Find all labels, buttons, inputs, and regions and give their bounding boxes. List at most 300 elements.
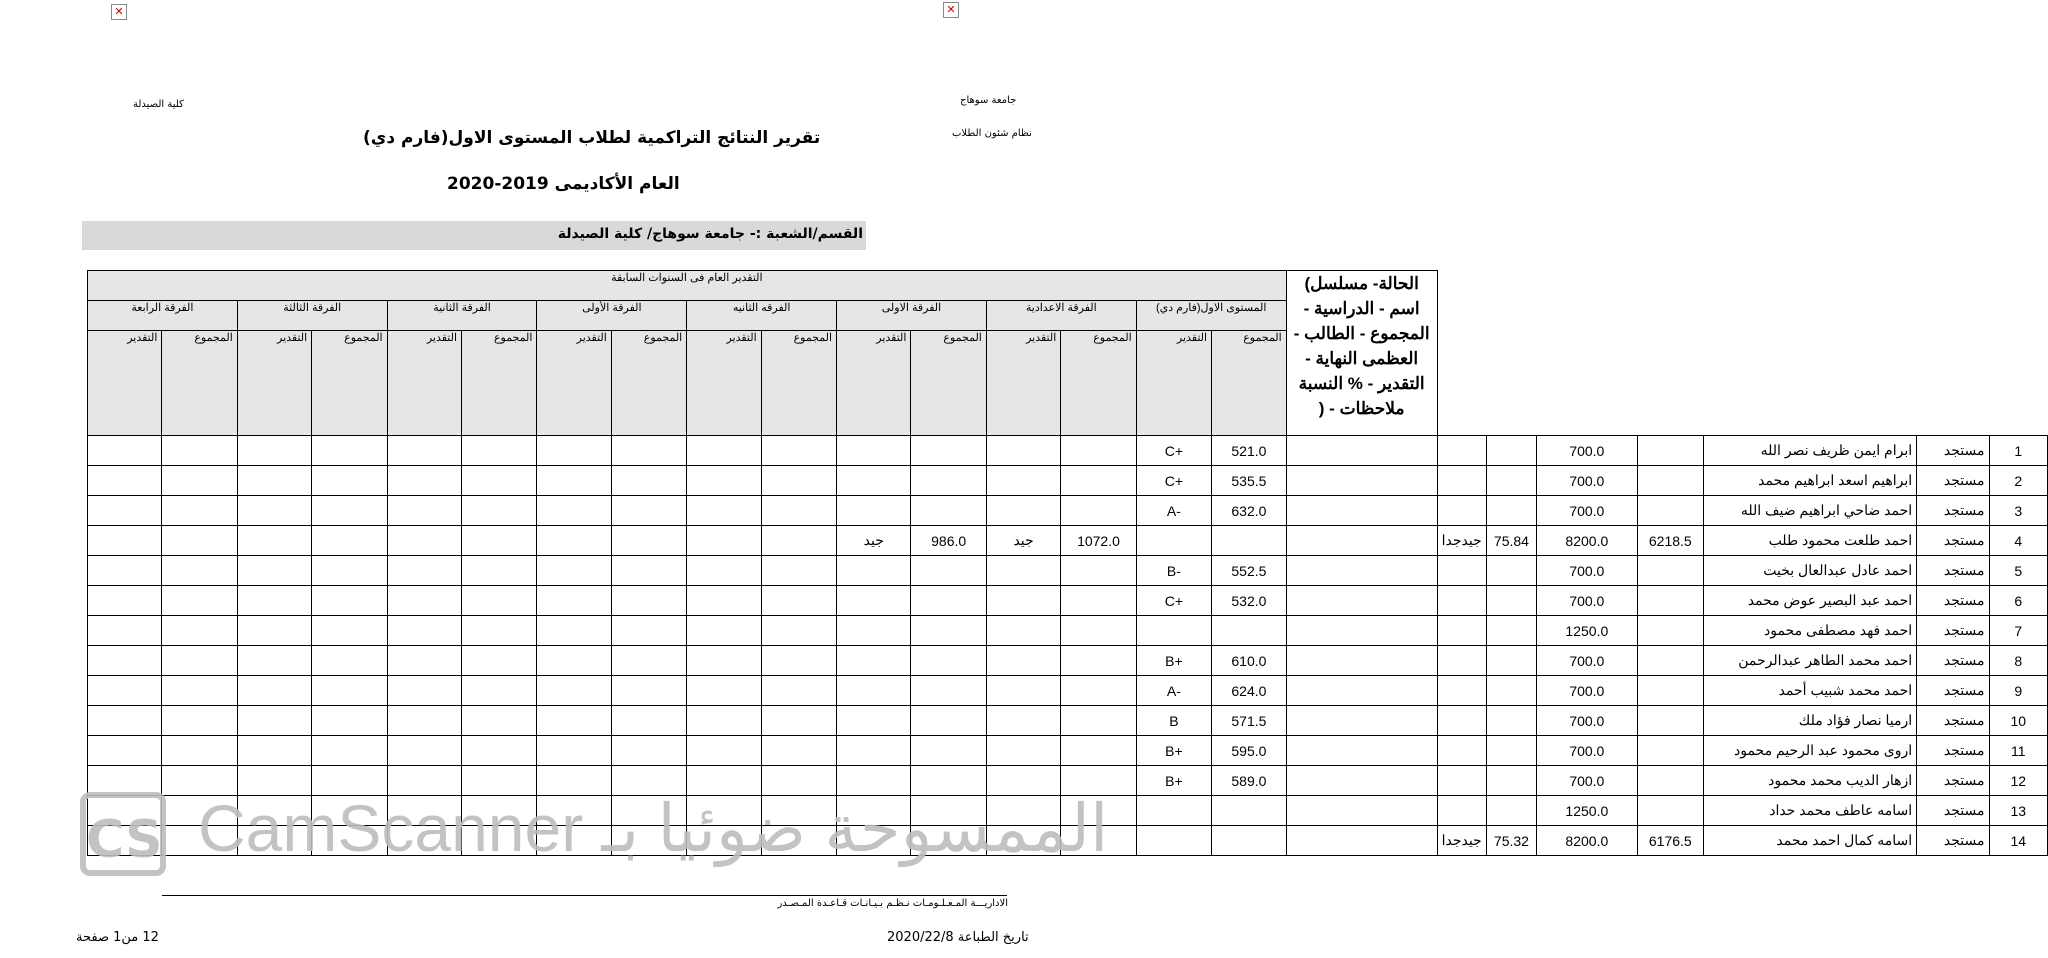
sub-header-grade: التقدير (387, 331, 461, 436)
cell-note (1286, 436, 1437, 466)
cell-l1-grade: A- (1136, 676, 1211, 706)
empty-cell (237, 526, 311, 556)
empty-cell (687, 676, 761, 706)
empty-cell (88, 496, 162, 526)
cell-pct (1486, 436, 1536, 466)
empty-cell (537, 616, 611, 646)
empty-cell (687, 526, 761, 556)
table-row (88, 526, 2048, 556)
cell-max: 700.0 (1537, 706, 1638, 736)
table-row (88, 496, 2048, 526)
cell-l1-total: 521.0 (1212, 436, 1287, 466)
empty-cell (761, 586, 836, 616)
empty-cell (611, 586, 686, 616)
cell-name: ابراهيم اسعد ابراهيم محمد (1703, 466, 1916, 496)
broken-image-icon: ✕ (111, 4, 127, 20)
cell-serial: 6 (1989, 586, 2047, 616)
cell-max: 8200.0 (1537, 826, 1638, 856)
cell-status: مستجد (1917, 736, 1989, 766)
cell-max: 1250.0 (1537, 616, 1638, 646)
cell-y1-total: 986.0 (911, 526, 986, 556)
empty-cell (611, 736, 686, 766)
cell-total (1637, 586, 1703, 616)
cell-status: مستجد (1917, 706, 1989, 736)
empty-cell (88, 616, 162, 646)
empty-cell (611, 526, 686, 556)
cell-total (1637, 676, 1703, 706)
cell-serial: 5 (1989, 556, 2047, 586)
cell-total (1637, 766, 1703, 796)
empty-cell (162, 736, 237, 766)
cell-y1-total (911, 496, 986, 526)
cell-max: 8200.0 (1537, 526, 1638, 556)
cell-y1-total (911, 616, 986, 646)
sub-header-total: المجموع (1212, 331, 1287, 436)
cell-serial: 9 (1989, 676, 2047, 706)
cell-y1-grade (837, 556, 911, 586)
cell-serial: 12 (1989, 766, 2047, 796)
table-row (88, 706, 2048, 736)
cell-y1-grade: جيد (837, 526, 911, 556)
cell-pct (1486, 616, 1536, 646)
empty-cell (537, 586, 611, 616)
cell-l1-grade: B+ (1136, 766, 1211, 796)
empty-cell (761, 436, 836, 466)
cell-l1-grade: A- (1136, 496, 1211, 526)
cell-y1-grade (837, 616, 911, 646)
sub-header-total: المجموع (162, 331, 237, 436)
cell-prep-grade (986, 436, 1060, 466)
cell-note (1286, 676, 1437, 706)
empty-cell (761, 616, 836, 646)
sub-header-grade: التقدير (88, 331, 162, 436)
cell-grade: جيدجدا (1437, 826, 1486, 856)
cell-name: احمد ضاحي ابراهيم ضيف الله (1703, 496, 1916, 526)
cell-note (1286, 466, 1437, 496)
cell-grade (1437, 646, 1486, 676)
cell-total: 6218.5 (1637, 526, 1703, 556)
cell-l1-total: 535.5 (1212, 466, 1287, 496)
cell-l1-grade (1136, 616, 1211, 646)
cell-prep-total (1061, 466, 1136, 496)
cell-l1-grade: B+ (1136, 736, 1211, 766)
cell-max: 700.0 (1537, 436, 1638, 466)
empty-cell (88, 676, 162, 706)
cell-serial: 2 (1989, 466, 2047, 496)
empty-cell (312, 736, 387, 766)
table-row (88, 556, 2048, 586)
cell-grade (1437, 586, 1486, 616)
camscanner-logo-icon: CS (80, 792, 166, 876)
print-date: تاريخ الطباعة 2020/22/8 (887, 930, 1029, 945)
empty-cell (162, 556, 237, 586)
cell-total (1637, 436, 1703, 466)
cell-l1-grade (1136, 526, 1211, 556)
group-header: الفرقة الثانية (387, 301, 537, 331)
cell-pct (1486, 556, 1536, 586)
cell-prep-grade (986, 466, 1060, 496)
empty-cell (761, 646, 836, 676)
empty-cell (312, 556, 387, 586)
empty-cell (537, 466, 611, 496)
sub-header-grade: التقدير (237, 331, 311, 436)
cell-prep-grade (986, 616, 1060, 646)
empty-cell (162, 646, 237, 676)
empty-cell (611, 436, 686, 466)
cell-name: ابرام ايمن ظريف نصر الله (1703, 436, 1916, 466)
cell-pct: 75.32 (1486, 826, 1536, 856)
table-row (88, 646, 2048, 676)
cell-prep-total (1061, 646, 1136, 676)
cell-note (1286, 586, 1437, 616)
cell-l1-total: 632.0 (1212, 496, 1287, 526)
cell-y1-grade (837, 646, 911, 676)
cell-prep-total: 1072.0 (1061, 526, 1136, 556)
empty-cell (312, 496, 387, 526)
cell-note (1286, 526, 1437, 556)
empty-cell (312, 526, 387, 556)
cell-pct (1486, 496, 1536, 526)
group-header: الفرقة الاعدادية (986, 301, 1136, 331)
empty-cell (387, 646, 461, 676)
cell-total: 6176.5 (1637, 826, 1703, 856)
cell-prep-total (1061, 586, 1136, 616)
sub-header-total: المجموع (761, 331, 836, 436)
cell-grade (1437, 436, 1486, 466)
cell-prep-grade (986, 496, 1060, 526)
page-number: 12 من1 صفحة (76, 930, 159, 945)
empty-cell (611, 646, 686, 676)
cell-serial: 11 (1989, 736, 2047, 766)
cell-note (1286, 826, 1437, 856)
empty-cell (611, 676, 686, 706)
empty-cell (387, 496, 461, 526)
cell-grade (1437, 556, 1486, 586)
empty-cell (88, 526, 162, 556)
cell-name: احمد عادل عبدالعال بخيت (1703, 556, 1916, 586)
cell-max: 700.0 (1537, 496, 1638, 526)
cell-total (1637, 736, 1703, 766)
empty-cell (761, 706, 836, 736)
cell-name: ارميا نصار فؤاد ملك (1703, 706, 1916, 736)
cell-status: مستجد (1917, 766, 1989, 796)
empty-cell (537, 646, 611, 676)
footer-divider (162, 895, 1007, 896)
empty-cell (687, 556, 761, 586)
cell-name: احمد طلعت محمود طلب (1703, 526, 1916, 556)
department-label: القسم/الشعبة :- جامعة سوهاج/ كلية الصيدلة (557, 226, 863, 242)
cell-prep-total (1061, 736, 1136, 766)
empty-cell (387, 526, 461, 556)
cell-serial: 4 (1989, 526, 2047, 556)
cell-total (1637, 796, 1703, 826)
empty-cell (611, 556, 686, 586)
empty-cell (312, 586, 387, 616)
cell-pct (1486, 676, 1536, 706)
empty-cell (687, 646, 761, 676)
empty-cell (312, 646, 387, 676)
cell-serial: 13 (1989, 796, 2047, 826)
broken-image-icon: ✕ (943, 2, 959, 18)
cell-serial: 10 (1989, 706, 2047, 736)
empty-cell (387, 556, 461, 586)
empty-cell (237, 436, 311, 466)
empty-cell (237, 706, 311, 736)
cell-note (1286, 766, 1437, 796)
group-header: الفرقة الثالثة (237, 301, 387, 331)
cell-y1-total (911, 436, 986, 466)
empty-cell (537, 736, 611, 766)
empty-cell (462, 496, 537, 526)
camscanner-watermark (80, 790, 1180, 885)
cell-max: 700.0 (1537, 676, 1638, 706)
cell-total (1637, 496, 1703, 526)
cell-pct (1486, 706, 1536, 736)
cell-l1-grade: B- (1136, 556, 1211, 586)
sub-header-grade: التقدير (1136, 331, 1211, 436)
empty-cell (761, 676, 836, 706)
empty-cell (462, 646, 537, 676)
empty-cell (537, 526, 611, 556)
cell-l1-total: 571.5 (1212, 706, 1287, 736)
footer-source-note: الاداريـــة المـعـلـومـات نـظـم بـيـانـات قـاعـدة المـصـدر (777, 898, 1008, 909)
cell-max: 700.0 (1537, 586, 1638, 616)
cell-l1-total: 589.0 (1212, 766, 1287, 796)
cell-grade (1437, 736, 1486, 766)
cell-note (1286, 496, 1437, 526)
cell-note (1286, 706, 1437, 736)
empty-cell (462, 676, 537, 706)
sub-header-total: المجموع (611, 331, 686, 436)
cell-y1-grade (837, 736, 911, 766)
empty-cell (387, 706, 461, 736)
empty-cell (237, 496, 311, 526)
cell-y1-total (911, 706, 986, 736)
sub-header-grade: التقدير (537, 331, 611, 436)
prev-years-header: التقدير العام فى السنوات السابقة (88, 271, 1287, 301)
cell-prep-grade (986, 706, 1060, 736)
empty-cell (312, 466, 387, 496)
cell-status: مستجد (1917, 466, 1989, 496)
empty-cell (761, 496, 836, 526)
cell-l1-total (1212, 826, 1287, 856)
sub-header-grade: التقدير (687, 331, 761, 436)
cell-grade (1437, 706, 1486, 736)
empty-cell (162, 706, 237, 736)
empty-cell (611, 706, 686, 736)
report-title: تقرير النتائج التراكمية لطلاب المستوى الاول(فارم دي) (363, 128, 821, 148)
table-row (88, 736, 2048, 766)
empty-cell (237, 736, 311, 766)
empty-cell (462, 436, 537, 466)
empty-cell (88, 436, 162, 466)
empty-cell (312, 676, 387, 706)
cell-y1-total (911, 646, 986, 676)
cell-y1-total (911, 466, 986, 496)
sub-header-grade: التقدير (837, 331, 911, 436)
empty-cell (462, 706, 537, 736)
cell-grade (1437, 676, 1486, 706)
cell-prep-grade (986, 676, 1060, 706)
cell-grade (1437, 466, 1486, 496)
cell-l1-total (1212, 796, 1287, 826)
cell-grade (1437, 796, 1486, 826)
cell-note (1286, 646, 1437, 676)
cell-serial: 3 (1989, 496, 2047, 526)
empty-cell (88, 466, 162, 496)
empty-cell (611, 466, 686, 496)
empty-cell (537, 556, 611, 586)
empty-cell (462, 526, 537, 556)
empty-cell (611, 496, 686, 526)
cell-name: اسامه عاطف محمد حداد (1703, 796, 1916, 826)
sub-header-grade: التقدير (986, 331, 1060, 436)
group-header: المستوى الاول(فارم دي) (1136, 301, 1286, 331)
cell-grade (1437, 616, 1486, 646)
empty-cell (162, 496, 237, 526)
academic-year: العام الأكاديمى 2019-2020 (447, 174, 680, 194)
empty-cell (462, 466, 537, 496)
cell-y1-total (911, 556, 986, 586)
cell-pct (1486, 466, 1536, 496)
empty-cell (237, 646, 311, 676)
empty-cell (761, 466, 836, 496)
empty-cell (761, 556, 836, 586)
empty-cell (687, 736, 761, 766)
cell-max: 700.0 (1537, 736, 1638, 766)
empty-cell (687, 466, 761, 496)
empty-cell (88, 556, 162, 586)
cell-l1-grade: C+ (1136, 586, 1211, 616)
cell-grade (1437, 496, 1486, 526)
cell-status: مستجد (1917, 616, 1989, 646)
cell-serial: 8 (1989, 646, 2047, 676)
cell-prep-grade (986, 556, 1060, 586)
cell-pct (1486, 736, 1536, 766)
empty-cell (88, 706, 162, 736)
empty-cell (88, 736, 162, 766)
cell-y1-total (911, 586, 986, 616)
empty-cell (537, 676, 611, 706)
cell-y1-grade (837, 436, 911, 466)
cell-max: 700.0 (1537, 646, 1638, 676)
empty-cell (462, 616, 537, 646)
cell-note (1286, 616, 1437, 646)
cell-name: احمد فهد مصطفى محمود (1703, 616, 1916, 646)
cell-max: 1250.0 (1537, 796, 1638, 826)
cell-prep-total (1061, 676, 1136, 706)
empty-cell (387, 736, 461, 766)
group-header: الفرقة الأولى (537, 301, 687, 331)
sub-header-total: المجموع (462, 331, 537, 436)
cell-pct: 75.84 (1486, 526, 1536, 556)
sub-header-total: المجموع (911, 331, 986, 436)
cell-name: احمد عبد البصير عوض محمد (1703, 586, 1916, 616)
empty-cell (88, 586, 162, 616)
watermark-text: CamScanner الممسوحة ضوئيا بـ (198, 791, 1109, 865)
cell-l1-total: 610.0 (1212, 646, 1287, 676)
cell-status: مستجد (1917, 826, 1989, 856)
sub-header-total: المجموع (1061, 331, 1136, 436)
empty-cell (312, 436, 387, 466)
empty-cell (88, 646, 162, 676)
cell-l1-grade: C+ (1136, 436, 1211, 466)
cell-status: مستجد (1917, 796, 1989, 826)
empty-cell (462, 736, 537, 766)
cell-grade: جيدجدا (1437, 526, 1486, 556)
table-row (88, 436, 2048, 466)
empty-cell (237, 466, 311, 496)
cell-prep-total (1061, 616, 1136, 646)
cell-l1-total: 624.0 (1212, 676, 1287, 706)
cell-total (1637, 556, 1703, 586)
cell-prep-grade (986, 736, 1060, 766)
table-row (88, 466, 2048, 496)
empty-cell (687, 586, 761, 616)
system-label: نظام شئون الطلاب (952, 128, 1032, 139)
empty-cell (312, 706, 387, 736)
cell-l1-total: 595.0 (1212, 736, 1287, 766)
cell-status: مستجد (1917, 436, 1989, 466)
faculty-label: كلية الصيدلة (133, 99, 184, 110)
cell-y1-grade (837, 706, 911, 736)
group-header: الفرقه الثانيه (687, 301, 837, 331)
cell-note (1286, 796, 1437, 826)
cell-pct (1486, 586, 1536, 616)
cell-serial: 1 (1989, 436, 2047, 466)
cell-prep-grade (986, 586, 1060, 616)
cell-name: اروى محمود عبد الرحيم محمود (1703, 736, 1916, 766)
empty-cell (387, 586, 461, 616)
sub-header-total: المجموع (312, 331, 387, 436)
cell-prep-grade: جيد (986, 526, 1060, 556)
table-row (88, 616, 2048, 646)
group-header: الفرقة الاولى (837, 301, 987, 331)
empty-cell (387, 436, 461, 466)
empty-cell (537, 706, 611, 736)
cell-status: مستجد (1917, 526, 1989, 556)
cell-pct (1486, 796, 1536, 826)
cell-note (1286, 556, 1437, 586)
cell-serial: 14 (1989, 826, 2047, 856)
cell-name: احمد محمد الطاهر عبدالرحمن (1703, 646, 1916, 676)
empty-cell (537, 436, 611, 466)
cell-note (1286, 736, 1437, 766)
cell-max: 700.0 (1537, 466, 1638, 496)
cell-y1-grade (837, 586, 911, 616)
cell-name: ازهار الديب محمد محمود (1703, 766, 1916, 796)
empty-cell (537, 496, 611, 526)
group-header: الفرقة الرابعة (88, 301, 238, 331)
cell-total (1637, 466, 1703, 496)
cell-total (1637, 646, 1703, 676)
cell-l1-grade: B (1136, 706, 1211, 736)
cell-status: مستجد (1917, 556, 1989, 586)
cell-name: اسامه كمال احمد محمد (1703, 826, 1916, 856)
cell-prep-total (1061, 496, 1136, 526)
cell-pct (1486, 766, 1536, 796)
cell-l1-total (1212, 616, 1287, 646)
cell-l1-grade: C+ (1136, 466, 1211, 496)
empty-cell (162, 526, 237, 556)
empty-cell (162, 466, 237, 496)
cell-prep-grade (986, 646, 1060, 676)
cell-y1-grade (837, 496, 911, 526)
empty-cell (687, 616, 761, 646)
empty-cell (162, 436, 237, 466)
cell-pct (1486, 646, 1536, 676)
empty-cell (462, 556, 537, 586)
